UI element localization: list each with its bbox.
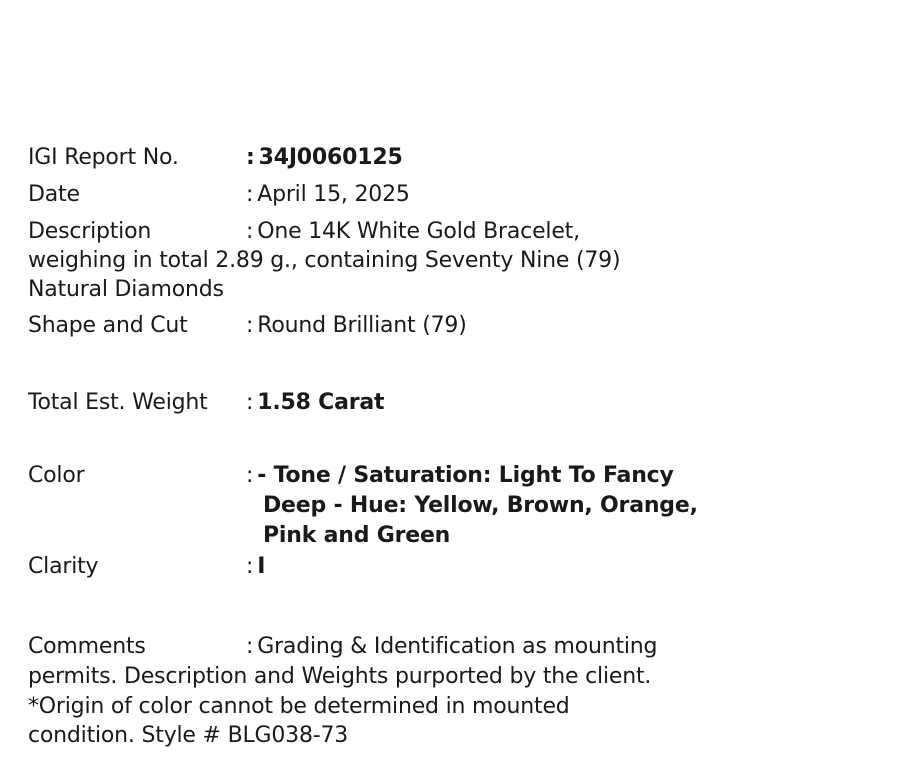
date-text: April 15, 2025 xyxy=(257,182,410,207)
description-text-1: One 14K White Gold Bracelet, xyxy=(257,219,580,244)
report-no-value: : 34J0060125 xyxy=(246,145,403,170)
description-line-1: : One 14K White Gold Bracelet, xyxy=(246,219,580,244)
report-no-label: IGI Report No. xyxy=(28,145,179,170)
comments-line-3: *Origin of color cannot be determined in mounted xyxy=(28,694,570,719)
clarity-value: : I xyxy=(246,554,266,579)
color-line-1: : - Tone / Saturation: Light To Fancy xyxy=(246,463,674,488)
comments-label: Comments xyxy=(28,634,146,659)
color-label: Color xyxy=(28,463,85,488)
weight-text: 1.58 Carat xyxy=(257,390,385,415)
description-line-3: Natural Diamonds xyxy=(28,277,224,302)
description-label: Description xyxy=(28,219,152,244)
comments-text-1: Grading & Identification as mounting xyxy=(257,634,658,659)
comments-line-2: permits. Description and Weights purported by the client. xyxy=(28,664,652,689)
clarity-label: Clarity xyxy=(28,554,99,579)
description-line-2: weighing in total 2.89 g., containing Seventy Nine (79) xyxy=(28,248,621,273)
shape-value: : Round Brilliant (79) xyxy=(246,313,467,338)
color-line-2: Deep - Hue: Yellow, Brown, Orange, xyxy=(263,493,698,518)
weight-value: : 1.58 Carat xyxy=(246,390,385,415)
color-text-1: - Tone / Saturation: Light To Fancy xyxy=(257,463,674,488)
date-label: Date xyxy=(28,182,80,207)
report-no-text: 34J0060125 xyxy=(258,145,403,170)
comments-line-1: : Grading & Identification as mounting xyxy=(246,634,658,659)
comments-line-4: condition. Style # BLG038-73 xyxy=(28,723,349,748)
clarity-text: I xyxy=(257,554,266,579)
weight-label: Total Est. Weight xyxy=(28,390,208,415)
shape-text: Round Brilliant (79) xyxy=(257,313,467,338)
color-line-3: Pink and Green xyxy=(263,523,451,548)
date-value: : April 15, 2025 xyxy=(246,182,410,207)
shape-label: Shape and Cut xyxy=(28,313,188,338)
